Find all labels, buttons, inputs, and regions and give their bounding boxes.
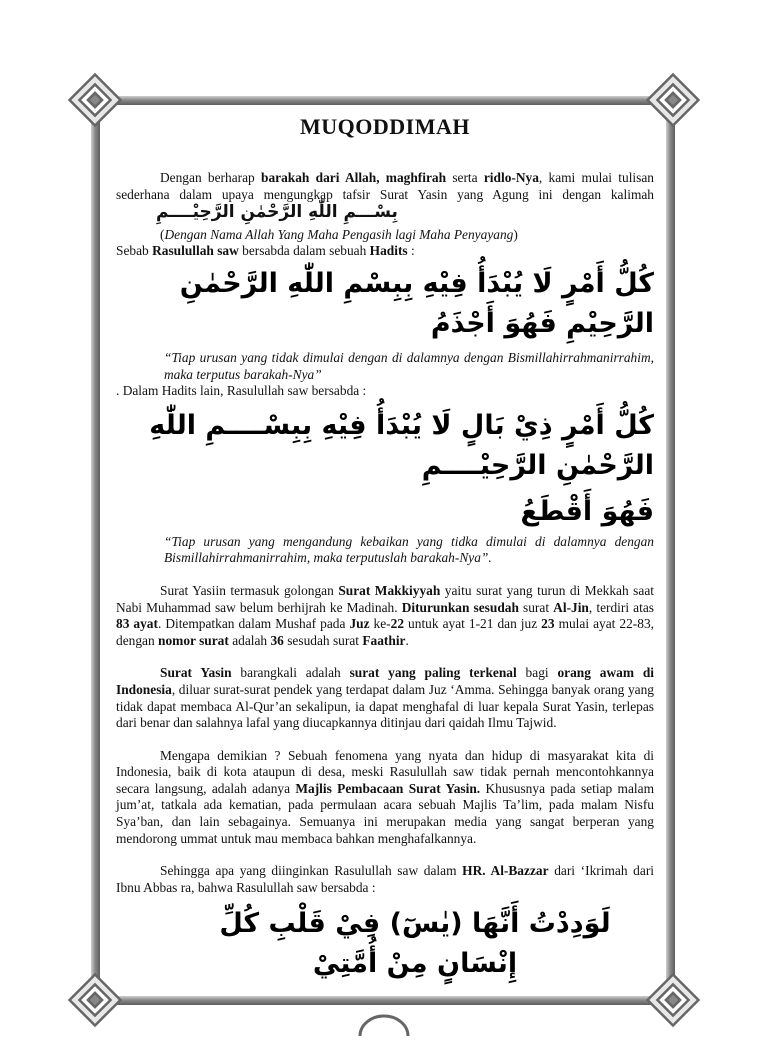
bold-text: 22	[390, 616, 405, 632]
bold-text: surat yang paling terkenal	[349, 665, 517, 681]
bold-text: HR. Al-Bazzar	[462, 863, 549, 879]
text: untuk ayat 1-21 dan juz	[404, 616, 542, 632]
intro-paragraph	[116, 170, 654, 221]
page-frame-bottom	[98, 996, 670, 1005]
hadith-2-arabic-line-1: كُلُّ أَمْرٍ ذِيْ بَالٍ لَا يُبْدَأُ فِيْهِ بِبِسْــــمِ اللّٰهِ الرَّحْمٰنِ الرَّحِيْــــمِ	[149, 409, 654, 481]
text: ke-	[369, 616, 391, 632]
page-frame-left	[91, 80, 100, 1010]
bold-text: Diturunkan sesudah	[401, 599, 519, 615]
text: , terdiri atas	[588, 599, 654, 615]
bold-text: Majlis Pembacaan Surat Yasin.	[295, 780, 481, 796]
text: Mengapa demikian ? Sebuah fenomena yang nyata dan hidup di masyarakat kita di Indonesia, baik di kota ataupun di desa, meski Rasulullah saw tidak pernah mencontohkannya secara langsung, adalah adanya	[116, 747, 654, 796]
page-frame-top	[98, 96, 670, 105]
hadith-intro	[116, 243, 654, 260]
text: :	[407, 243, 415, 259]
page-title: MUQODDIMAH	[300, 114, 470, 139]
hadith-2-translation: “Tiap urusan yang mengandung kebaikan yang tidka dimulai di dalamnya dengan Bismillahirrahmanirrahim, maka terputuslah barakah-Nya”.	[164, 533, 654, 566]
surat-yasin-popularity-paragraph	[116, 665, 654, 731]
hadith-1-translation: “Tiap urusan yang tidak dimulai dengan di dalamnya dengan Bismillahirrahmanirrahim, maka terputus barakah-Nya”	[164, 349, 654, 382]
bold-text: 83 ayat	[116, 616, 158, 632]
text: , kami mulai tulisan sederhana dalam upaya mengungkap tafsir Surat Yasin yang Agung ini dengan kalimah	[116, 170, 654, 202]
basmala-arabic: بِسْـــمِ اللّٰهِ الرَّحْمٰنِ الرَّحِيْــــمِ	[156, 202, 398, 223]
basmala-translation	[116, 227, 654, 244]
text: bagi	[516, 665, 558, 681]
text: Khususnya pada setiap malam jum’at, tatkala ada kematian, pada permulaan acara sebuah Majlis Ta’lim, pada malam Nisfu Sya’ban, dan lain sebagainya. Semuanya ini merupakan media yang sangat berperan yang mendorong ummat untuk mau membaca bahkan menghafalkannya.	[116, 780, 654, 846]
text: adalah	[228, 632, 271, 648]
bold-text: ridlo-Nya	[483, 170, 539, 185]
hadith-2-intro: . Dalam Hadits lain, Rasulullah saw bersabda :	[116, 383, 367, 399]
bold-text: Surat Yasin	[160, 665, 232, 681]
page-frame-right	[666, 80, 675, 1010]
text: . Ditempatkan dalam Mushaf pada	[157, 616, 350, 632]
bottom-center-ornament	[356, 1012, 412, 1036]
text: mulai ayat 22-83, dengan	[116, 616, 654, 648]
text: yaitu surat yang turun di Mekkah saat Nabi Muhammad saw belum berhijrah ke Madinah.	[116, 582, 654, 615]
text: .	[405, 632, 409, 648]
bold-text: nomor surat	[158, 632, 229, 648]
majlis-paragraph	[116, 748, 654, 848]
text: sesudah surat	[283, 632, 363, 648]
text: )	[513, 226, 518, 242]
bold-text: Juz	[349, 616, 370, 632]
text: , diluar surat-surat pendek yang terdapat dalam Juz ‘Amma. Sehingga banyak orang yang tidak dapat membaca Al-Qur’an sekalipun, ia dapat menghafal di luar kepala Surat Yasin, terlepas dari benar dan salahnya lafal yang diucapkannya ditinjau dari qaidah Ilmu Tajwid.	[116, 681, 654, 731]
text: (	[160, 226, 165, 242]
text: Surat Yasiin termasuk golongan	[160, 582, 339, 598]
hadith-2-arabic-line-2: فَهُوَ أَقْطَعُ	[520, 495, 654, 527]
hadith-1-arabic: كُلُّ أَمْرٍ لَا يُبْدَأُ فِيْهِ بِبِسْمِ اللّٰهِ الرَّحْمٰنِ الرَّحِيْمِ فَهُوَ أَجْذَمُ	[179, 267, 654, 339]
text: Sebab	[116, 243, 153, 259]
bold-text: Rasulullah saw	[152, 243, 239, 259]
bold-text: 36	[270, 632, 284, 648]
surat-yasin-info-paragraph	[116, 583, 654, 649]
bold-text: 23	[541, 616, 555, 632]
hadith-3-arabic: لَوَدِدْتُ أَنَّهَا (يٰسٓ) فِيْ قَلْبِ كُلِّ إِنْسَانٍ مِنْ أُمَّتِيْ	[219, 908, 611, 980]
text: bersabda dalam sebuah	[238, 243, 370, 259]
bold-text: barakah dari Allah, maghfirah	[261, 170, 447, 185]
bold-text: Faathir	[362, 632, 406, 648]
text: dari ‘Ikrimah dari Ibnu Abbas ra, bahwa Rasulullah saw bersabda :	[116, 863, 654, 895]
bold-text: orang awam di Indonesia	[116, 665, 654, 697]
text: surat	[518, 599, 554, 615]
bazzar-paragraph	[116, 863, 654, 896]
text: serta	[446, 170, 484, 185]
bold-text: Hadits	[369, 243, 408, 259]
bold-text: Al-Jin	[553, 599, 589, 615]
bold-text: Surat Makkiyyah	[338, 582, 441, 598]
text: Dengan berharap	[160, 170, 261, 185]
text: barangkali adalah	[231, 665, 350, 681]
text: Sehingga apa yang diinginkan Rasulullah saw dalam	[160, 863, 463, 879]
page-content	[116, 108, 654, 984]
italic-text: Dengan Nama Allah Yang Maha Pengasih lagi Maha Penyayang	[164, 226, 514, 242]
